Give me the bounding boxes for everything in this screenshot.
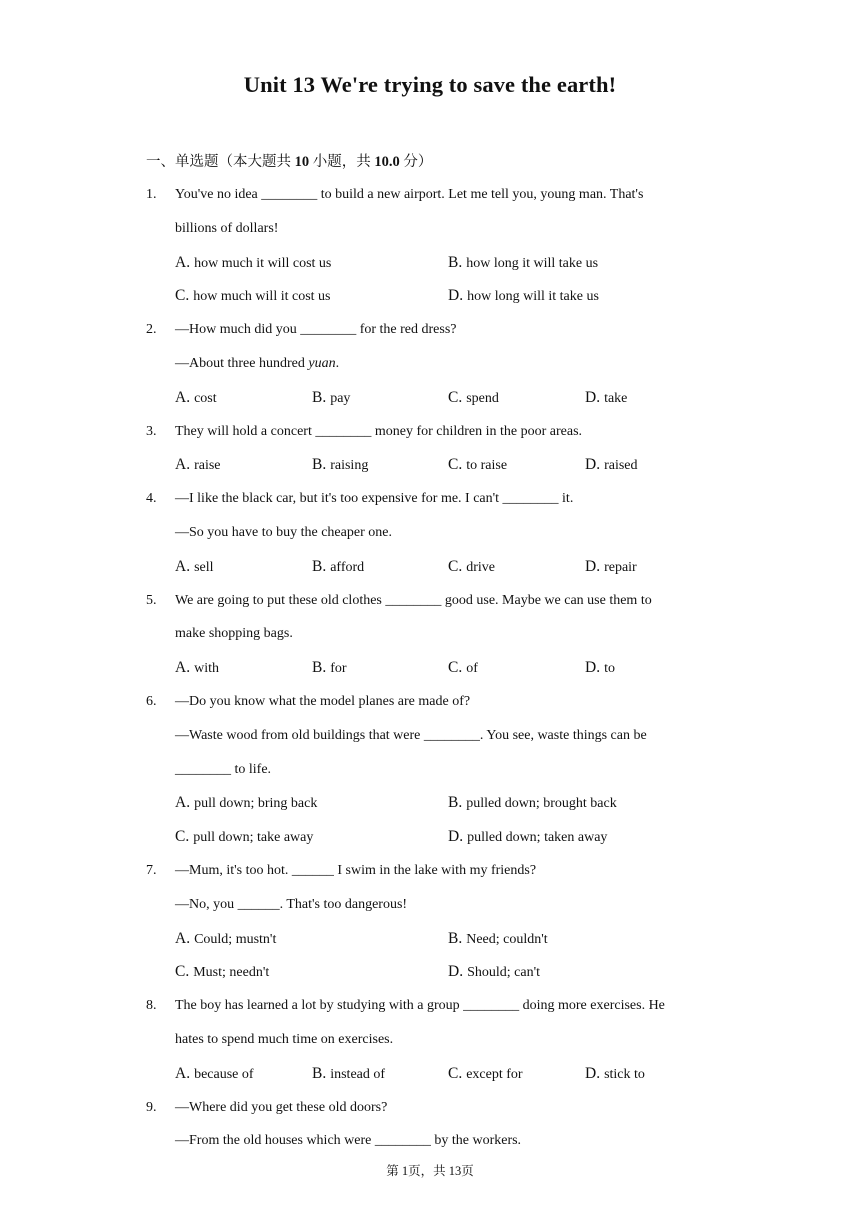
option-text: because of bbox=[194, 1066, 254, 1082]
option-a bbox=[175, 659, 219, 678]
question-number: 5. bbox=[146, 592, 157, 608]
question-number: 7. bbox=[146, 863, 157, 878]
option-d bbox=[585, 1065, 645, 1084]
option-a bbox=[175, 558, 214, 577]
option-letter: A. bbox=[175, 456, 191, 474]
question-text-segment: —I like the black car, but it's too expensive for me. I can't ________ it. bbox=[175, 491, 574, 507]
option-letter: C. bbox=[175, 963, 190, 981]
option-d bbox=[585, 659, 615, 678]
option-c bbox=[448, 659, 478, 678]
option-letter: A. bbox=[175, 659, 191, 677]
option-d bbox=[448, 828, 607, 847]
option-text: raise bbox=[194, 458, 221, 474]
option-c bbox=[448, 1065, 523, 1084]
option-letter: C. bbox=[175, 287, 190, 305]
section-count: 10 bbox=[294, 154, 310, 170]
option-c bbox=[175, 963, 269, 982]
option-letter: D. bbox=[585, 659, 601, 677]
question-number: 1. bbox=[146, 187, 157, 202]
option-text: how much it will cost us bbox=[194, 255, 332, 271]
question-text-segment: —Do you know what the model planes are made of? bbox=[175, 694, 471, 709]
section-prefix: 一、单选题（本大题共 bbox=[146, 154, 291, 170]
option-letter: C. bbox=[175, 828, 190, 846]
option-b bbox=[312, 389, 350, 408]
question-text-segment: make shopping bags. bbox=[175, 626, 293, 642]
option-text: how much will it cost us bbox=[193, 289, 331, 305]
question-text bbox=[175, 862, 536, 880]
option-letter: B. bbox=[312, 557, 327, 575]
question-text bbox=[175, 1031, 393, 1049]
option-text: stick to bbox=[604, 1066, 645, 1082]
question-text-segment: —No, you ______. That's too dangerous! bbox=[175, 896, 408, 912]
option-letter: A. bbox=[175, 253, 191, 271]
option-text: pulled down; brought back bbox=[466, 796, 617, 812]
option-a bbox=[175, 389, 217, 408]
question-text-segment: —How much did you ________ for the red dress? bbox=[175, 322, 457, 338]
option-letter: B. bbox=[448, 929, 463, 947]
page-title: Unit 13 We're trying to save the earth! bbox=[243, 72, 617, 97]
question-text-segment: —Mum, it's too hot. ______ I swim in the lake with my friends? bbox=[175, 863, 537, 878]
option-b bbox=[312, 558, 364, 577]
question-text-segment: You've no idea ________ to build a new airport. Let me tell you, young man. That's bbox=[175, 187, 644, 202]
question-number: 8. bbox=[146, 998, 157, 1014]
question-number: 4. bbox=[146, 491, 157, 507]
option-text: Must; needn't bbox=[193, 965, 270, 981]
option-text: spend bbox=[466, 390, 499, 406]
option-letter: B. bbox=[312, 456, 327, 474]
question-text bbox=[175, 896, 407, 914]
option-d bbox=[585, 456, 638, 475]
option-d bbox=[448, 963, 540, 982]
option-a bbox=[175, 456, 221, 475]
option-text: to bbox=[604, 661, 615, 677]
italic-after: . bbox=[335, 356, 340, 371]
option-text: with bbox=[194, 661, 219, 677]
option-c bbox=[175, 828, 313, 847]
option-letter: A. bbox=[175, 794, 191, 812]
question-text bbox=[175, 1132, 521, 1150]
option-text: Could; mustn't bbox=[194, 931, 277, 947]
option-letter: B. bbox=[448, 253, 463, 271]
option-text: pay bbox=[330, 390, 351, 406]
question-text-segment: hates to spend much time on exercises. bbox=[175, 1032, 394, 1047]
question-text bbox=[175, 524, 392, 542]
question-number: 3. bbox=[146, 423, 157, 439]
section-score: 10.0 bbox=[374, 154, 400, 170]
option-b bbox=[312, 659, 347, 678]
option-letter: A. bbox=[175, 557, 191, 575]
option-letter: D. bbox=[585, 557, 601, 575]
option-text: for bbox=[330, 661, 347, 677]
option-letter: C. bbox=[448, 456, 463, 474]
option-letter: D. bbox=[448, 828, 464, 846]
option-letter: B. bbox=[448, 794, 463, 812]
option-d bbox=[585, 558, 637, 577]
option-text: Should; can't bbox=[467, 965, 540, 981]
italic-word: yuan bbox=[308, 356, 336, 371]
option-letter: B. bbox=[312, 1064, 327, 1082]
option-letter: D. bbox=[585, 1064, 601, 1082]
question-text-segment: —About three hundred bbox=[175, 356, 309, 371]
option-b bbox=[312, 456, 368, 475]
question-text bbox=[175, 693, 470, 711]
question-text-segment: —From the old houses which were ________ by the workers. bbox=[175, 1133, 522, 1149]
question-text-segment: We are going to put these old clothes ________ good use. Maybe we can use them to bbox=[175, 592, 652, 608]
option-letter: D. bbox=[585, 388, 601, 406]
option-c bbox=[448, 389, 499, 408]
question-text bbox=[175, 1099, 387, 1117]
option-b bbox=[312, 1065, 385, 1084]
question-text bbox=[175, 761, 271, 779]
option-letter: A. bbox=[175, 929, 191, 947]
option-letter: B. bbox=[312, 659, 327, 677]
option-text: raising bbox=[330, 458, 369, 474]
option-letter: C. bbox=[448, 1064, 463, 1082]
option-text: except for bbox=[466, 1066, 523, 1082]
question-text bbox=[175, 186, 643, 204]
question-text bbox=[175, 220, 278, 238]
question-text-segment: —Where did you get these old doors? bbox=[175, 1099, 388, 1115]
option-letter: D. bbox=[448, 287, 464, 305]
option-text: pull down; bring back bbox=[194, 796, 318, 812]
question-text bbox=[175, 625, 293, 643]
option-c bbox=[175, 287, 331, 306]
option-letter: C. bbox=[448, 659, 463, 677]
question-text bbox=[175, 321, 457, 339]
option-a bbox=[175, 930, 276, 949]
question-text bbox=[175, 727, 647, 745]
question-text bbox=[175, 423, 582, 441]
option-text: drive bbox=[466, 559, 495, 575]
option-text: sell bbox=[194, 559, 214, 575]
section-suffix: 分） bbox=[399, 154, 433, 170]
option-text: raised bbox=[604, 458, 638, 474]
option-text: repair bbox=[604, 559, 637, 575]
question-text-segment: —Waste wood from old buildings that were ________. You see, waste things can be bbox=[175, 727, 647, 743]
option-letter: C. bbox=[448, 557, 463, 575]
option-c bbox=[448, 456, 507, 475]
question-text-segment: The boy has learned a lot by studying with a group ________ doing more exercises. He bbox=[175, 998, 665, 1014]
option-letter: D. bbox=[585, 456, 601, 474]
option-letter: B. bbox=[312, 388, 327, 406]
option-a bbox=[175, 254, 331, 273]
question-number: 6. bbox=[146, 694, 157, 709]
question-number: 2. bbox=[146, 322, 157, 338]
option-text: to raise bbox=[466, 458, 508, 474]
option-c bbox=[448, 558, 495, 577]
option-text: instead of bbox=[330, 1066, 386, 1082]
page-footer: 第 1页，共 13页 bbox=[386, 1164, 474, 1178]
question-text bbox=[175, 490, 573, 508]
option-a bbox=[175, 794, 317, 813]
option-letter: C. bbox=[448, 388, 463, 406]
question-text bbox=[175, 355, 339, 373]
option-b bbox=[448, 254, 598, 273]
option-text: how long will it take us bbox=[467, 289, 599, 305]
option-text: take bbox=[604, 390, 628, 406]
option-letter: A. bbox=[175, 388, 191, 406]
option-text: how long it will take us bbox=[466, 255, 599, 271]
question-text-segment: billions of dollars! bbox=[175, 220, 279, 236]
option-text: cost bbox=[194, 390, 217, 406]
section-heading bbox=[146, 150, 432, 171]
question-text bbox=[175, 997, 665, 1015]
question-text-segment: ________ to life. bbox=[175, 761, 272, 777]
question-text-segment: —So you have to buy the cheaper one. bbox=[175, 525, 392, 540]
option-text: Need; couldn't bbox=[466, 931, 548, 947]
question-text bbox=[175, 592, 652, 610]
option-d bbox=[448, 287, 599, 306]
option-letter: D. bbox=[448, 963, 464, 981]
question-number: 9. bbox=[146, 1099, 157, 1115]
question-text-segment: They will hold a concert ________ money for children in the poor areas. bbox=[175, 423, 583, 439]
option-text: of bbox=[466, 661, 478, 677]
option-b bbox=[448, 794, 617, 813]
option-a bbox=[175, 1065, 254, 1084]
option-text: pull down; take away bbox=[193, 830, 314, 846]
option-text: afford bbox=[330, 559, 365, 575]
option-letter: A. bbox=[175, 1064, 191, 1082]
option-text: pulled down; taken away bbox=[467, 830, 608, 846]
option-b bbox=[448, 930, 548, 949]
option-d bbox=[585, 389, 627, 408]
section-middle: 小题，共 bbox=[309, 154, 375, 170]
